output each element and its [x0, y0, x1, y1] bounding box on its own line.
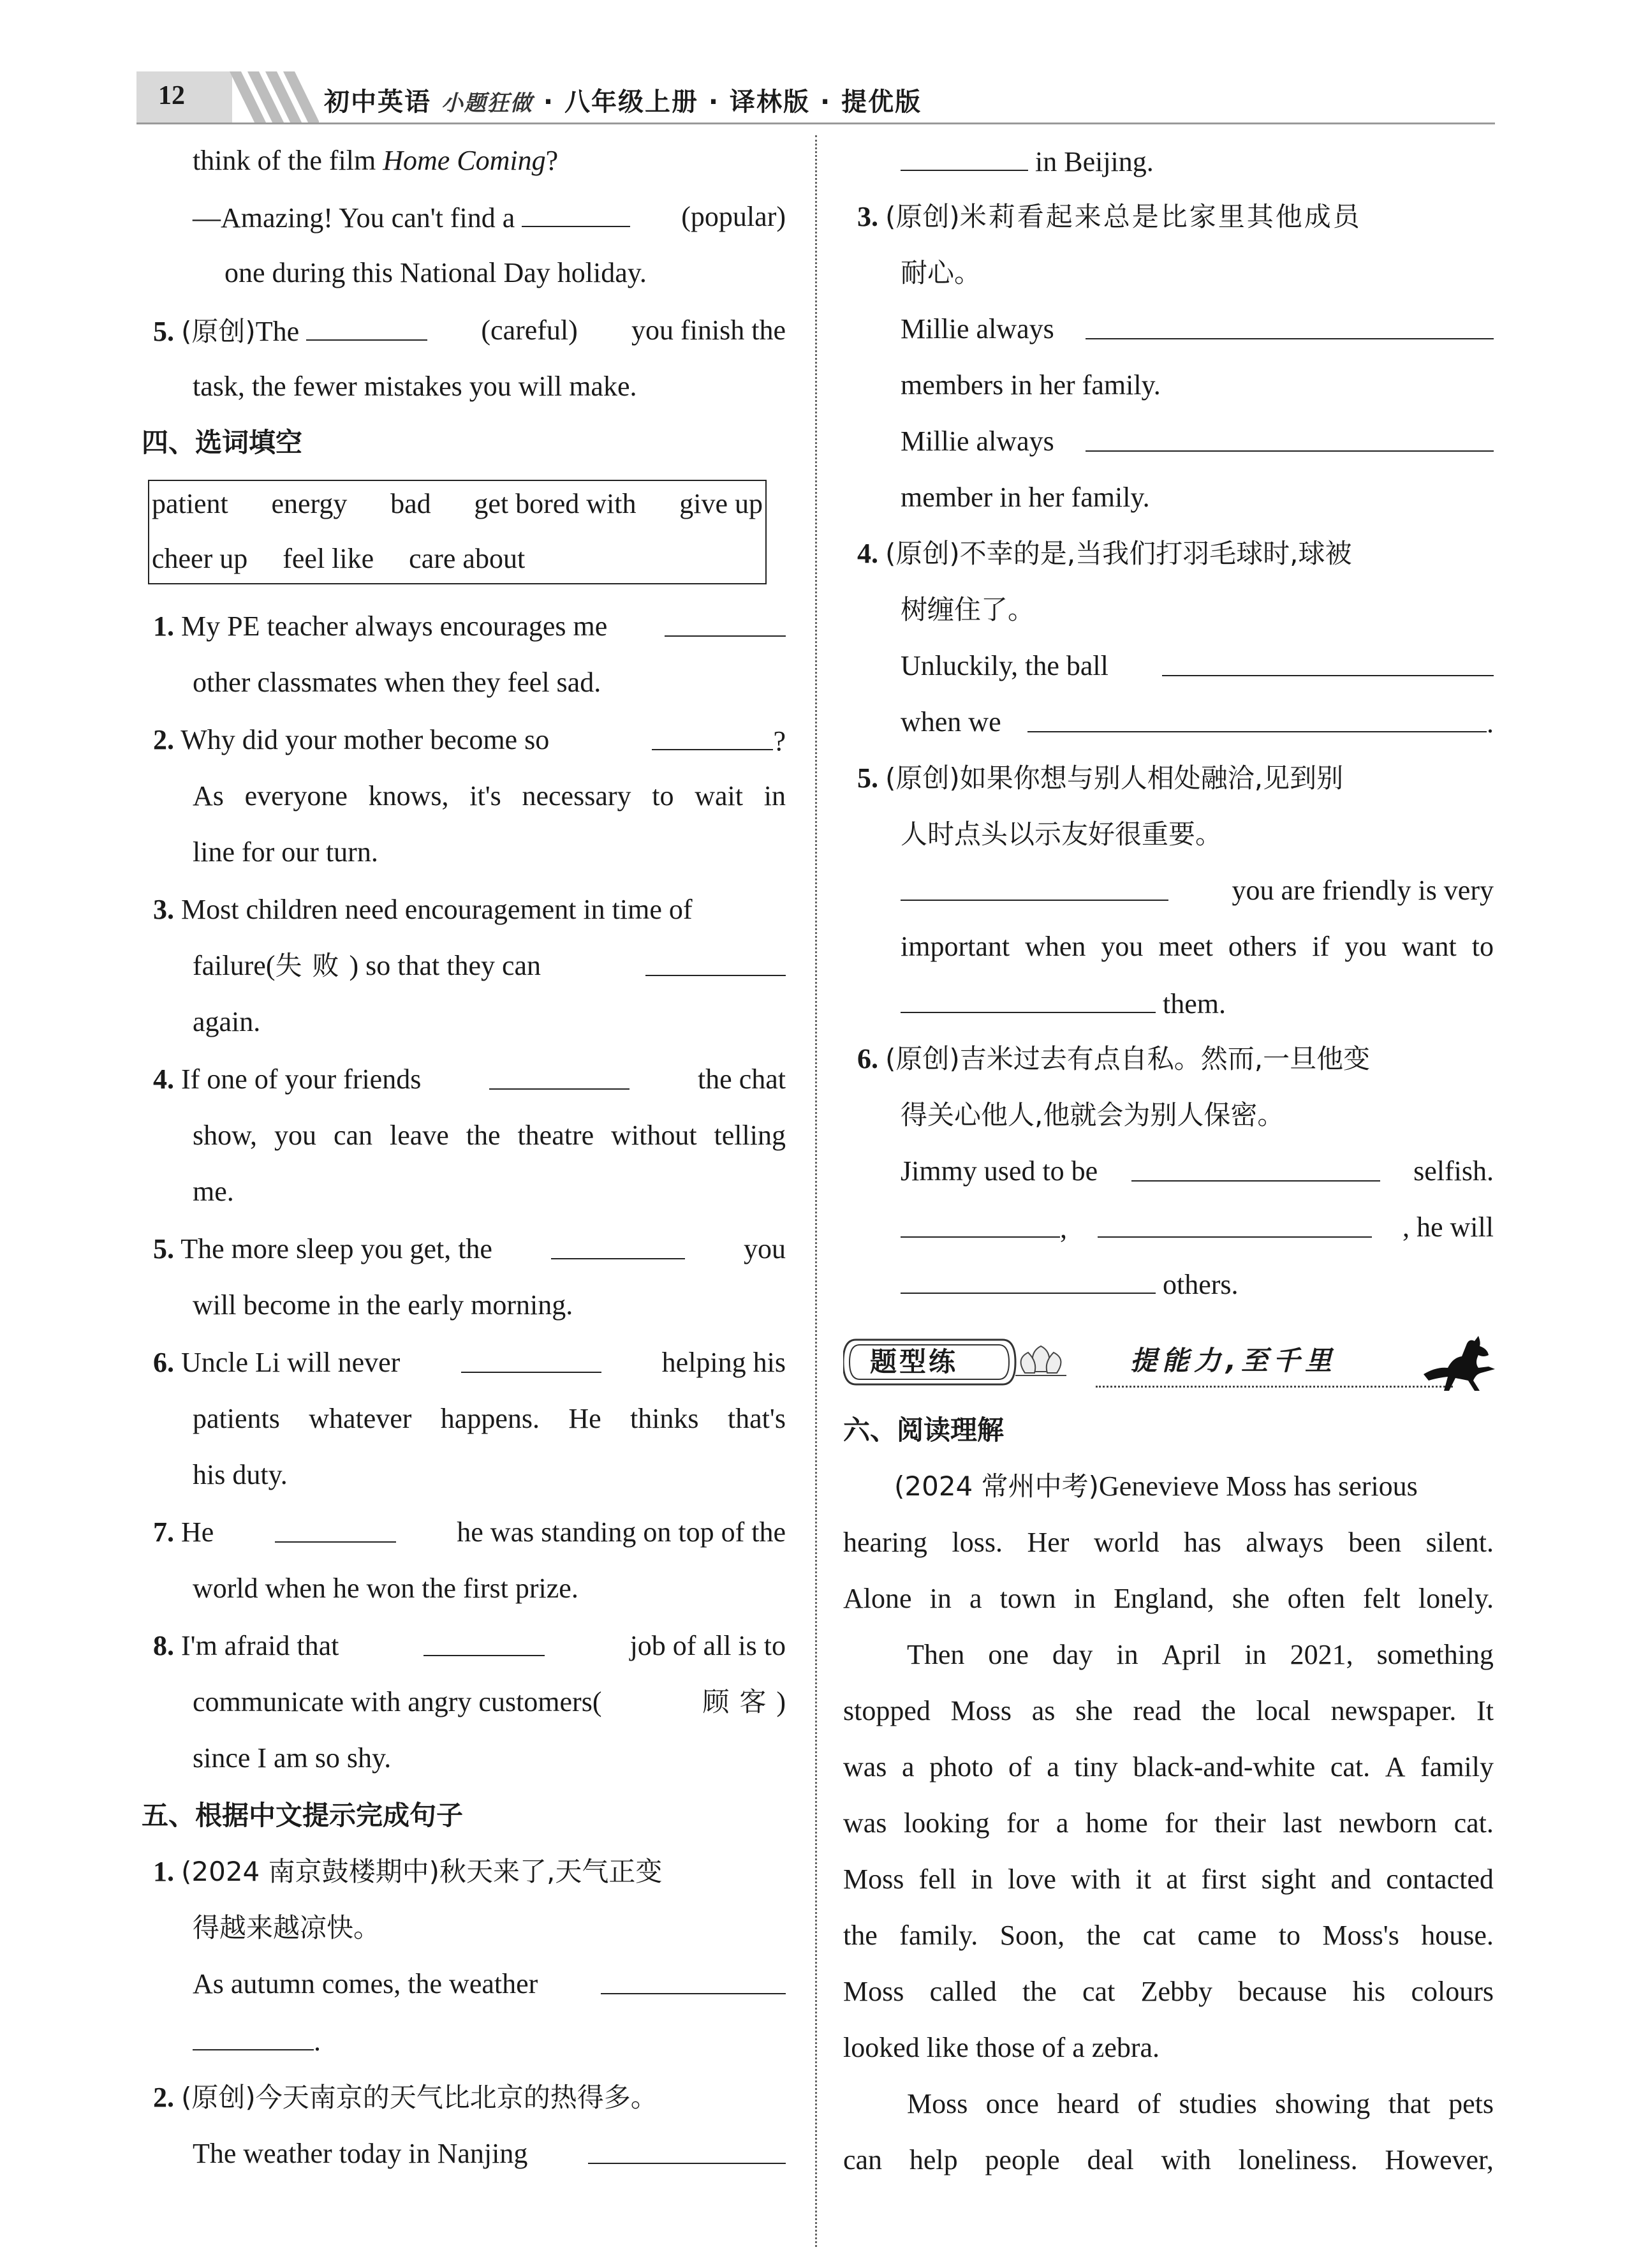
word-bank-row1 [152, 485, 763, 523]
word-bank-item: care about [409, 543, 526, 574]
fill-q6-line2: patients whatever happens. He thinks that's [193, 1403, 786, 1434]
s2-line2: The weather today in Nanjing [193, 2135, 786, 2173]
banner-label-right: 提能力,至千里 [1130, 1345, 1337, 1376]
fill-q4-line3: me. [193, 1176, 234, 1207]
s5-line4: important when you meet others if you want to [901, 931, 1494, 962]
s6-line1: 6. (原创)吉米过去有点自私。然而,一旦他变 [857, 1043, 1371, 1074]
answer-blank[interactable] [645, 947, 786, 976]
word-bank-item: patient [152, 488, 228, 519]
s1-line2: 得越来越凉快。 [193, 1912, 381, 1943]
fill-q8-line3: since I am so shy. [193, 1742, 392, 1774]
passage-line: Moss once heard of studies showing that pets [907, 2088, 1494, 2119]
column-divider [815, 135, 817, 2247]
q5-line2: task, the fewer mistakes you will make. [193, 371, 637, 402]
word-bank-row2 [152, 540, 525, 578]
s4-line4: when we . [901, 703, 1494, 743]
answer-blank[interactable] [901, 871, 1168, 901]
banner-dotted-rule [1096, 1386, 1453, 1388]
section-4-title: 四、选词填空 [142, 427, 303, 458]
fill-q8-line1: 8. I'm afraid that job of all is to [153, 1627, 786, 1665]
s5-line5: them. [901, 984, 1226, 1023]
answer-blank[interactable] [901, 142, 1028, 171]
practice-banner [843, 1333, 1500, 1391]
s1-line3: As autumn comes, the weather [193, 1965, 786, 2003]
fill-q5-line1: 5. The more sleep you get, the you [153, 1230, 786, 1268]
passage-line: looked like those of a zebra. [843, 2032, 1160, 2063]
s3-line1: 3. (原创)米莉看起来总是比家里其他成员 [857, 201, 1362, 232]
s6-line5: others. [901, 1264, 1239, 1304]
word-bank-item: energy [271, 488, 348, 519]
answer-blank[interactable] [1162, 647, 1494, 676]
section-5-title: 五、根据中文提示完成句子 [142, 1800, 464, 1831]
answer-blank[interactable] [901, 984, 1156, 1013]
fill-q7-line1: 7. He he was standing on top of the [153, 1513, 786, 1552]
header-stripes-decoration [230, 71, 319, 124]
answer-blank[interactable] [423, 1627, 545, 1656]
word-bank-item: cheer up [152, 543, 248, 574]
s1-line4: . [193, 2021, 321, 2061]
s5-line3: you are friendly is very [901, 871, 1494, 910]
passage-line: was a photo of a tiny black-and-white cat. A family [843, 1751, 1494, 1783]
answer-blank[interactable] [275, 1513, 396, 1543]
s4-line3: Unluckily, the ball [901, 647, 1494, 685]
header-rule [136, 122, 1495, 124]
passage-line: Moss fell in love with it at first sight and contacted [843, 1864, 1494, 1895]
brand-logo: 小题狂做 [441, 91, 533, 116]
s3-line2: 耐心。 [901, 257, 982, 288]
s3-line5: Millie always [901, 422, 1494, 461]
answer-blank[interactable] [652, 721, 773, 750]
answer-blank[interactable] [665, 607, 786, 637]
fill-q2-line2: As everyone knows, it's necessary to wait in [193, 780, 786, 812]
fill-q8-line2: communicate with angry customers( 顾客) [193, 1686, 786, 1717]
s6-line3: Jimmy used to be selfish. [901, 1152, 1494, 1190]
fill-q3-line2: failure(失败) so that they can [193, 947, 786, 985]
passage-line: stopped Moss as she read the local newspaper. It [843, 1695, 1494, 1726]
answer-blank[interactable] [901, 1208, 1060, 1238]
fill-q7-line2: world when he won the first prize. [193, 1573, 578, 1604]
s5-line1: 5. (原创)如果你想与别人相处融洽,见到别 [857, 762, 1344, 794]
fill-q6-line1: 6. Uncle Li will never helping his [153, 1344, 786, 1382]
passage-line: (2024 常州中考)Genevieve Moss has serious [894, 1471, 1418, 1502]
passage-line: hearing loss. Her world has always been silent. [843, 1527, 1494, 1558]
fill-q4-line2: show, you can leave the theatre without telling [193, 1120, 786, 1151]
lotus-icon [1015, 1346, 1066, 1375]
q4-cont-line2: —Amazing! You can't find a (popular) [193, 198, 786, 237]
horse-icon [1417, 1330, 1500, 1393]
answer-blank[interactable] [306, 311, 427, 341]
answer-blank[interactable] [1086, 422, 1494, 452]
q5-line1: 5. (原创)The (careful) you finish the [153, 311, 786, 351]
s3-line4: members in her family. [901, 369, 1161, 401]
answer-blank[interactable] [1027, 703, 1487, 732]
q4-cont-line1: think of the film Home Coming? [193, 145, 559, 176]
s4-line1: 4. (原创)不幸的是,当我们打羽毛球时,球被 [857, 538, 1352, 569]
fill-q5-line2: will become in the early morning. [193, 1289, 573, 1321]
page-header [0, 0, 1627, 128]
answer-blank[interactable] [901, 1264, 1156, 1294]
s4-line2: 树缠住了。 [901, 594, 1035, 625]
answer-blank[interactable] [1086, 310, 1494, 339]
fill-q3-line3: again. [193, 1006, 261, 1037]
passage-line: was looking for a home for their last newborn cat. [843, 1807, 1494, 1839]
word-bank-item: get bored with [474, 488, 637, 519]
word-bank-item: give up [679, 488, 763, 519]
answer-blank[interactable] [601, 1965, 786, 1994]
answer-blank[interactable] [551, 1230, 685, 1259]
s5-line2: 人时点头以示友好很重要。 [901, 819, 1223, 850]
passage-line: Moss called the cat Zebby because his colours [843, 1976, 1494, 2007]
q4-cont-line3: one during this National Day holiday. [225, 257, 647, 288]
answer-blank[interactable] [1131, 1152, 1380, 1182]
fill-q3-line1: 3. Most children need encouragement in time of [153, 894, 693, 925]
passage-line: can help people deal with loneliness. However, [843, 2144, 1494, 2175]
s3-line3: Millie always [901, 310, 1494, 348]
fill-q4-line1: 4. If one of your friends the chat [153, 1060, 786, 1099]
answer-blank[interactable] [522, 198, 630, 227]
s6-line4: , , he will [901, 1208, 1494, 1248]
fill-q2-line1: 2. Why did your mother become so ? [153, 721, 786, 760]
word-bank-item: feel like [283, 543, 374, 574]
s3-line6: member in her family. [901, 482, 1150, 513]
answer-blank[interactable] [193, 2021, 314, 2050]
fill-q1-line2: other classmates when they feel sad. [193, 667, 601, 698]
word-bank-item: bad [390, 488, 431, 519]
s2-line1: 2. (原创)今天南京的天气比北京的热得多。 [153, 2082, 658, 2113]
passage-line: Alone in a town in England, she often felt lonely. [843, 1583, 1494, 1614]
answer-blank[interactable] [1098, 1208, 1372, 1238]
answer-blank[interactable] [489, 1060, 629, 1090]
header-title: 初中英语 小题狂做 · 八年级上册 · 译林版 · 提优版 [324, 87, 922, 117]
section-6-title: 六、阅读理解 [843, 1414, 1005, 1446]
banner-label-left: 题型练 [870, 1346, 959, 1377]
fill-q6-line3: his duty. [193, 1459, 288, 1490]
fill-q2-line3: line for our turn. [193, 836, 378, 868]
passage-line: the family. Soon, the cat came to Moss's house. [843, 1920, 1494, 1951]
answer-blank[interactable] [588, 2135, 786, 2164]
passage-line: Then one day in April in 2021, something [907, 1639, 1494, 1670]
s2-cont: in Beijing. [901, 142, 1154, 181]
answer-blank[interactable] [461, 1344, 601, 1373]
page-number: 12 [158, 81, 185, 110]
fill-q1-line1: 1. My PE teacher always encourages me [153, 607, 786, 646]
s6-line2: 得关心他人,他就会为别人保密。 [901, 1099, 1285, 1130]
s1-line1: 1. (2024 南京鼓楼期中)秋天来了,天气正变 [153, 1856, 663, 1887]
